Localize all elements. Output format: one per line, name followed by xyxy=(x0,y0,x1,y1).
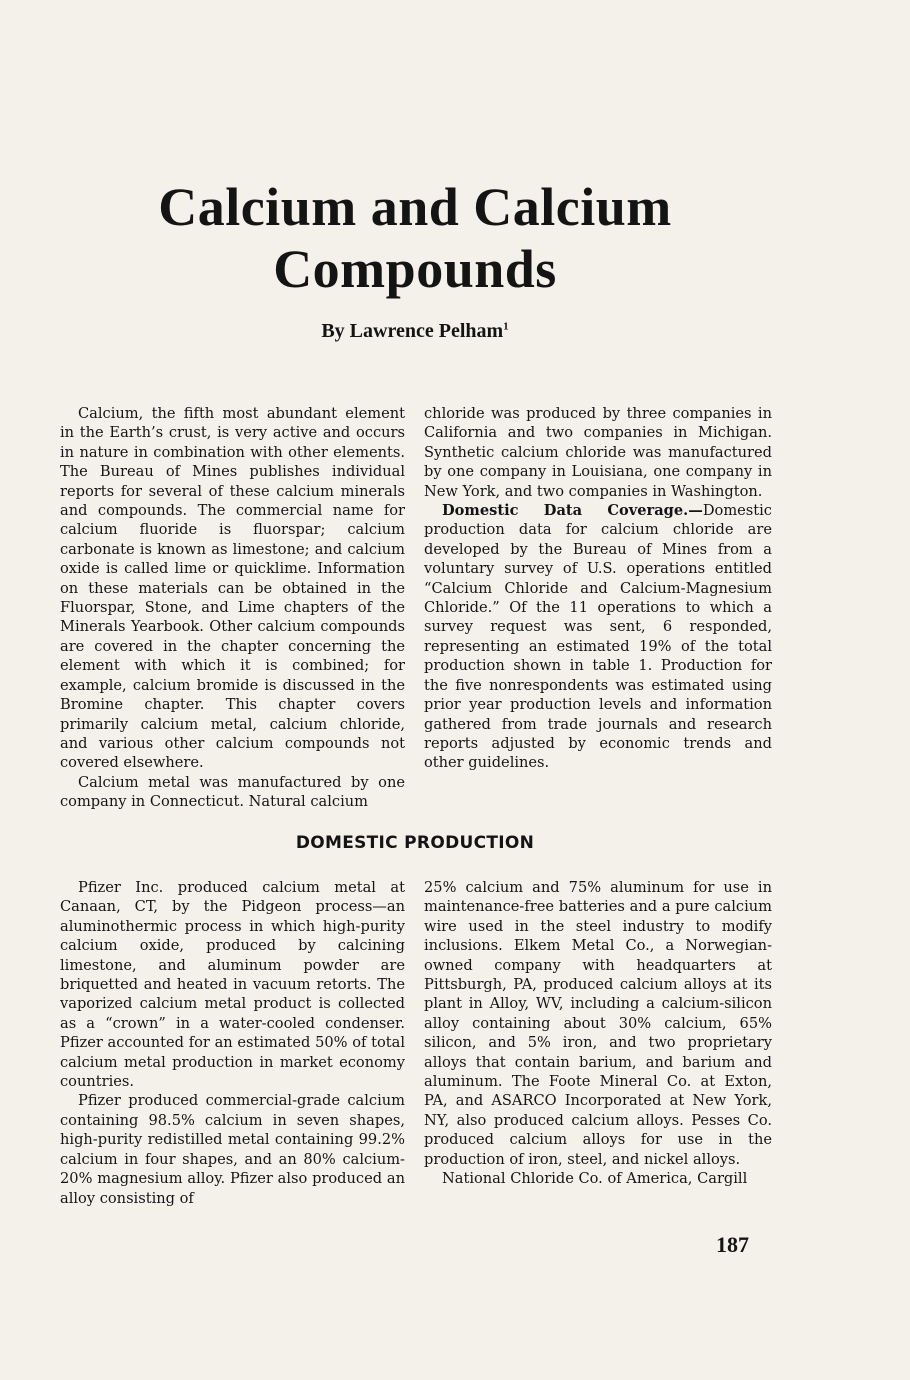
data-coverage-heading: Domestic Data Coverage.— xyxy=(442,502,703,520)
data-coverage-paragraph xyxy=(424,501,772,773)
production-paragraph-2-continued: 25% calcium and 75% aluminum for use in maintenance-free batteries and a pure calcium wire used in the steel industry to modify inclusions. Elkem Metal Co., a Norwegian-owned company with headquarters at Pittsburgh, PA, produced calcium alloys at its plant in Alloy, WV, including a calcium-silicon alloy containing about 30% calcium, 65% silicon, and 5% iron, and two proprietary alloys that contain barium, and barium and aluminum. The Foote Mineral Co. at Exton, PA, and ASARCO Incorporated at New York, NY, also produced calcium alloys. Pesses Co. produced calcium alloys for use in the production of iron, steel, and nickel alloys. xyxy=(424,879,772,1168)
footnote-marker: 1 xyxy=(503,320,509,333)
production-paragraph-2: Pfizer produced commercial-grade calcium containing 98.5% calcium in seven shapes, high-purity redistilled metal containing 99.2% calcium in four shapes, and an 80% calcium-20% magnesium alloy. Pfizer also produced an alloy consisting of xyxy=(60,1092,405,1207)
production-right-column xyxy=(424,878,772,1189)
intro-left-column xyxy=(60,404,405,812)
intro-paragraph-2-continued: chloride was produced by three companies in California and two companies in Michigan. Synthetic calcium chloride was manufactured by one company in Louisiana, one company in New York, and two companies in Washington. xyxy=(424,405,772,500)
section-heading-domestic-production: DOMESTIC PRODUCTION xyxy=(295,833,535,853)
intro-right-column xyxy=(424,404,772,773)
chapter-title-line-1: Calcium and Calcium xyxy=(158,177,672,237)
author-name: By Lawrence Pelham xyxy=(321,320,504,342)
chapter-title xyxy=(0,176,830,300)
author-byline xyxy=(0,320,830,343)
production-paragraph-1: Pfizer Inc. produced calcium metal at Canaan, CT, by the Pidgeon process—an aluminothermic process in which high-purity calcium oxide, produced by calcining limestone, and aluminum powder are briquetted and heated in vacuum retorts. The vaporized calcium metal product is collected as a “crown” in a water-cooled condenser. Pfizer accounted for an estimated 50% of total calcium metal production in market economy countries. xyxy=(60,879,405,1091)
production-left-column xyxy=(60,878,405,1208)
chapter-title-line-2: Compounds xyxy=(273,239,557,299)
intro-paragraph-2: Calcium metal was manufactured by one company in Connecticut. Natural calcium xyxy=(60,773,405,811)
page-number: 187 xyxy=(716,1232,749,1257)
intro-paragraph-1: Calcium, the fifth most abundant element in the Earth’s crust, is very active and occurs in nature in combination with other elements. The Bureau of Mines publishes individual reports for several of these calcium minerals and compounds. The commercial name for calcium fluoride is fluorspar; calcium carbonate is known as limestone; and calcium oxide is called lime or quicklime. Information on these materials can be obtained in the Fluorspar, Stone, and Lime chapters of the Minerals Yearbook. Other calcium compounds are covered in the chapter concerning the element with which it is combined; for example, calcium bromide is discussed in the Bromine chapter. This chapter covers primarily calcium metal, calcium chloride, and various other calcium compounds not covered elsewhere. xyxy=(60,405,405,772)
data-coverage-text: Domestic production data for calcium chloride are developed by the Bureau of Mines from a voluntary survey of U.S. operations entitled “Calcium Chloride and Calcium-Magnesium Chloride.” Of the 11 operations to which a survey request was sent, 6 responded, representing an estimated 19% of the total production shown in table 1. Production for the five nonrespondents was estimated using prior year production levels and information gathered from trade journals and research reports adjusted by economic trends and other guidelines. xyxy=(424,502,772,772)
production-paragraph-3: National Chloride Co. of America, Cargill xyxy=(442,1170,748,1188)
